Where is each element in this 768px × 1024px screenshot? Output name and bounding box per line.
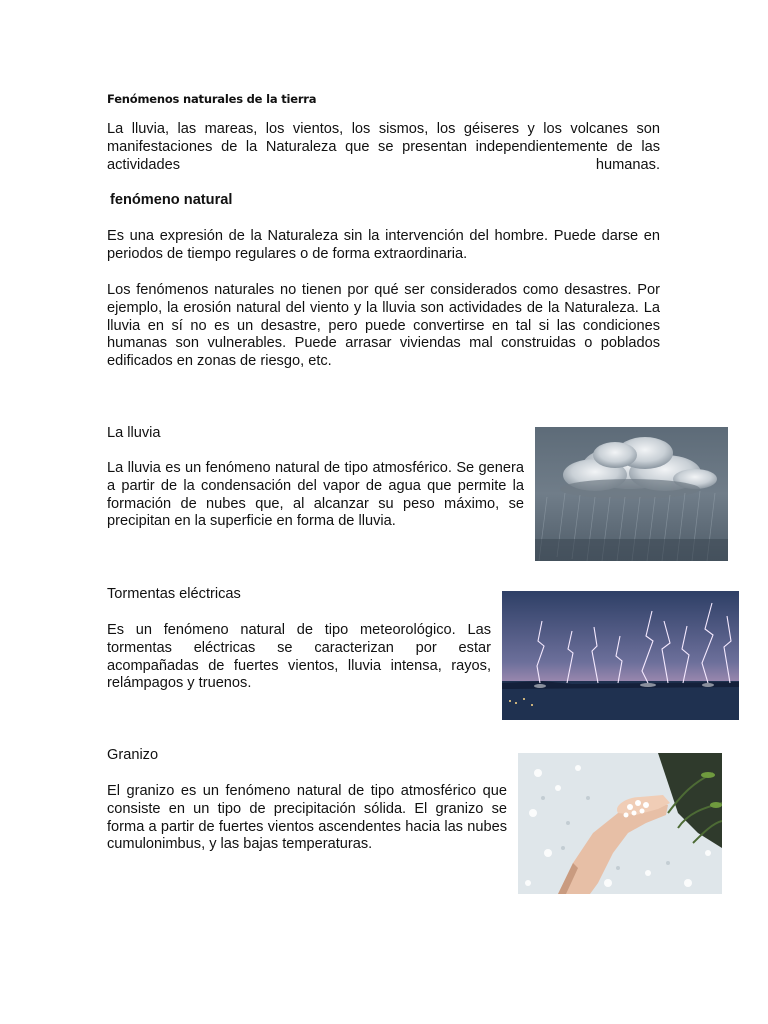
section-title-granizo: Granizo (107, 747, 159, 763)
document-title: Fenómenos naturales de la tierra (107, 92, 317, 106)
intro-paragraph: La lluvia, las mareas, los vientos, los sismos, los géiseres y los volcanes son manifestaciones de la Naturaleza que se presentan independientemente de las actividades humanas. (107, 121, 660, 173)
section-title-lluvia: La lluvia (107, 425, 161, 441)
lightning-storm-photo (502, 591, 739, 720)
section-title-tormentas: Tormentas eléctricas (107, 586, 241, 602)
section-body-tormentas: Es un fenómeno natural de tipo meteorológico. Las tormentas eléctricas se caracterizan por estar acompañadas de fuertes vientos, lluvia intensa, rayos, relámpagos y truenos. (107, 622, 491, 692)
disasters-paragraph: Los fenómenos naturales no tienen por qué ser considerados como desastres. Por ejemplo, la erosión natural del viento y la lluvia son actividades de la Naturaleza. La lluvia en sí no es un desastre, pero puede convertirse en tal si las condiciones humanas son vulnerables. Puede arrasar viviendas mal construidas o poblados edificados en zonas de riesgo, etc. (107, 282, 660, 370)
section-body-granizo: El granizo es un fenómeno natural de tipo atmosférico que consiste en un tipo de precipitación sólida. El granizo se forma a partir de fuertes vientos ascendentes hacia las nubes cumulonimbus, y las bajas temperaturas. (107, 783, 507, 853)
definition-heading: fenómeno natural (110, 192, 233, 208)
rain-cloud-photo (535, 427, 728, 561)
definition-paragraph: Es una expresión de la Naturaleza sin la intervención del hombre. Puede darse en periodos de tiempo regulares o de forma extraordinaria. (107, 228, 660, 262)
section-body-lluvia: La lluvia es un fenómeno natural de tipo atmosférico. Se genera a partir de la condensación del vapor de agua que permite la formación de nubes que, al alcanzar su peso máximo, se precipitan en la superficie en forma de lluvia. (107, 460, 524, 530)
hail-in-hand-photo (518, 753, 722, 894)
